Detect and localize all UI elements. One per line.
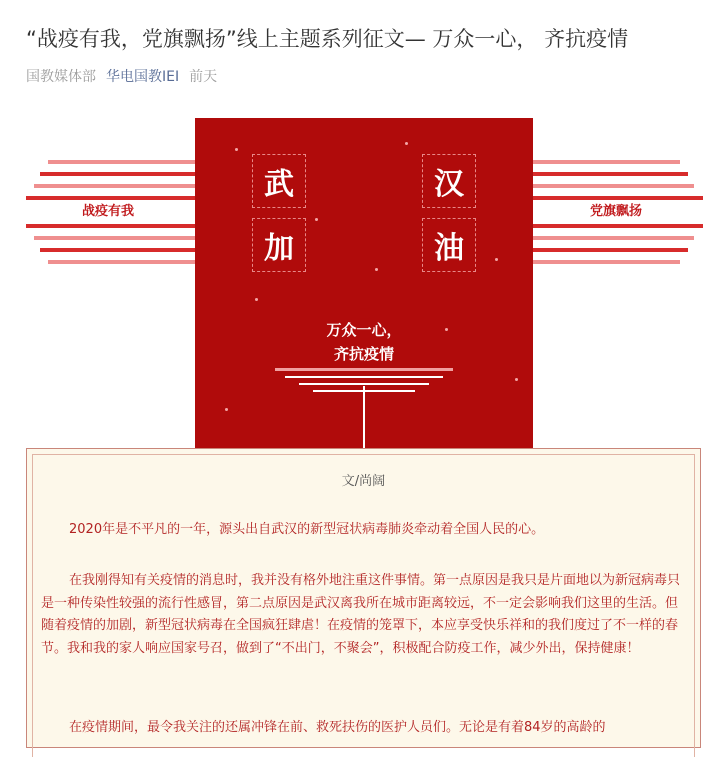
left-stripe — [34, 184, 195, 188]
left-stripe — [48, 260, 195, 264]
byline: 文/尚阔 — [341, 474, 386, 489]
left-stripe — [26, 196, 195, 200]
flag-pole — [363, 386, 365, 450]
sparkle-dot — [515, 378, 518, 381]
right-stripe — [533, 236, 694, 240]
sparkle-dot — [405, 142, 408, 145]
right-label: 党旗飘扬 — [584, 204, 648, 220]
right-stripe — [533, 248, 688, 252]
right-stripe — [533, 160, 680, 164]
glyph-wu: 武 — [252, 154, 306, 208]
banner-image — [26, 118, 703, 450]
right-stripe — [533, 172, 688, 176]
right-stripe — [533, 260, 680, 264]
article-body — [26, 448, 701, 748]
paragraph: 在疫情期间，最令我关注的还属冲锋在前、救死扶伤的医护人员们。无论是有着84岁的高龄的 — [69, 720, 606, 735]
sparkle-dot — [495, 258, 498, 261]
stand-line — [285, 376, 443, 378]
publish-time: 前天 — [189, 69, 218, 85]
sparkle-dot — [375, 268, 378, 271]
glyph-jia: 加 — [252, 218, 306, 272]
sparkle-dot — [255, 298, 258, 301]
left-stripe — [40, 172, 195, 176]
sparkle-dot — [315, 218, 318, 221]
right-stripe — [533, 184, 694, 188]
author-link[interactable]: 华电国教IEI — [106, 69, 180, 85]
glyph-you: 油 — [422, 218, 476, 272]
right-stripe — [533, 224, 703, 228]
paragraph: 在我刚得知有关疫情的消息时，我并没有格外地注重这件事情。第一点原因是我只是片面地以为新冠病毒只是一种传染性较强的流行性感冒，第二点原因是武汉离我所在城市距离较远，不一定会影响我们这里的生活。但随着疫情的加剧，新型冠状病毒在全国疯狂肆虐！在疫情的笼罩下，本应享受快乐祥和的我们度过了不一样的春节。我和我的家人响应国家号召，做到了“不出门，不聚会”，积极配合防疫工作，减少外出，保持健康！ — [41, 573, 681, 656]
stand-line — [275, 368, 453, 371]
slogan — [195, 318, 533, 366]
paragraph: 2020年是不平凡的一年，源头出自武汉的新型冠状病毒肺炎牵动着全国人民的心。 — [69, 522, 545, 537]
red-panel — [195, 118, 533, 450]
left-label: 战疫有我 — [76, 204, 140, 220]
article-meta — [26, 66, 217, 86]
left-stripe — [40, 248, 195, 252]
slogan-line: 万众一心， — [326, 321, 402, 339]
source-label: 国教媒体部 — [26, 69, 96, 85]
article-title: “战疫有我，党旗飘扬”线上主题系列征文— 万众一心， 齐抗疫情 — [26, 27, 629, 51]
glyph-han: 汉 — [422, 154, 476, 208]
left-stripe — [34, 236, 195, 240]
right-stripe — [533, 196, 703, 200]
left-stripe — [26, 224, 195, 228]
sparkle-dot — [235, 148, 238, 151]
left-stripe — [48, 160, 195, 164]
slogan-line: 齐抗疫情 — [333, 345, 394, 363]
sparkle-dot — [225, 408, 228, 411]
stand-line — [299, 383, 429, 385]
